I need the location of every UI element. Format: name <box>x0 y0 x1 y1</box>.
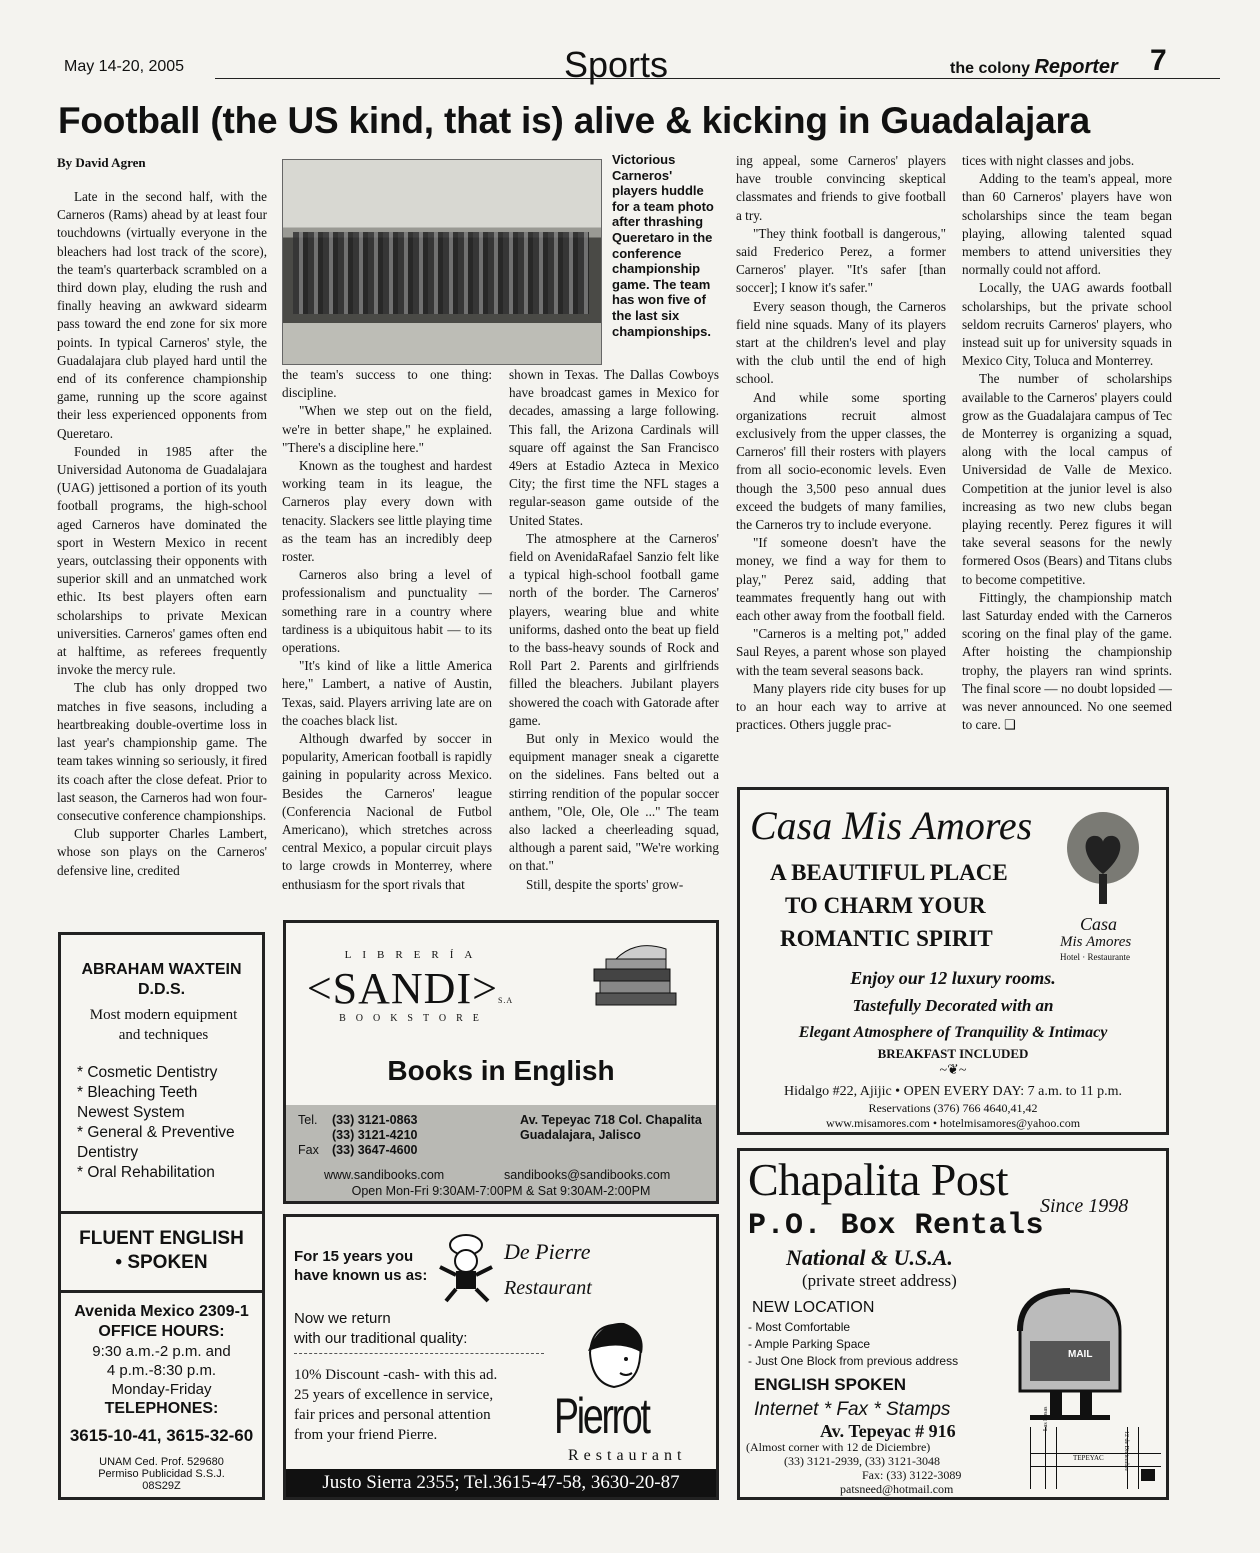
sandi-address-2: Guadalajara, Jalisco <box>520 1128 641 1142</box>
section-title: Sports <box>564 44 669 85</box>
sandi-bookstore: BOOKSTORE <box>339 1013 489 1024</box>
paragraph: Locally, the UAG awards football scholarships, but the private school seldom recruits Carneros' players, who instead suit up for university squads in Mexico City, Toluca and Monterrey. <box>962 280 1172 369</box>
casa-line-3: ROMANTIC SPIRIT <box>780 926 993 951</box>
paragraph: The number of scholarships available to the Carneros' players could grow as the Guadalajara campus of Tec de Monterrey is organizing a squad, along with the local campus of Universidad de Valle de Mexico. Competition at the junior level is also increasing as two new clubs began playing recently. Perez figures it will take several seasons for the newly formered Osos (Bears) and Titans clubs to become competitive. <box>962 371 1172 587</box>
players-group <box>293 232 589 314</box>
casa-script-3: Elegant Atmosphere of Tranquility & Intimacy <box>798 1024 1108 1041</box>
location-map <box>1030 1406 1161 1489</box>
pierrot-restaurant-ad <box>283 1214 719 1500</box>
chapalita-name: Chapalita Post <box>748 1154 1009 1205</box>
sandi-address-1: Av. Tepeyac 718 Col. Chapalita <box>520 1113 702 1127</box>
paragraph: Although dwarfed by soccer in popularity, American football is rapidly gaining in popularity across Mexico. Besides the Carneros' league (Conferencia Nacional de Futbol Americano), which stretches across central Mexico, a popular circuit plays to large crowds in Monterrey, where enthusiasm for the sport rivals that <box>282 731 492 892</box>
chapalita-since: Since 1998 <box>1040 1195 1129 1217</box>
paragraph: But only in Mexico would the equipment manager sneak a cigarette on the sidelines. Fans belted out a stirring rendition of the popular soccer anthem, "Ole, Ole, Ole ..." The team also lacked a cheerleading squad, although a parent said, "We're working on that." <box>509 731 719 874</box>
team-photo <box>282 159 602 365</box>
sandi-bookstore-ad <box>283 920 719 1204</box>
spoken-label: • SPOKEN <box>115 1252 208 1273</box>
article-headline: Football (the US kind, that is) alive & kicking in Guadalajara <box>58 100 1091 141</box>
bullet-item: - Most Comfortable <box>748 1320 851 1334</box>
chef-mascot-icon <box>436 1227 496 1303</box>
bullet-item: - Just One Block from previous address <box>748 1354 959 1368</box>
dentist-degree: D.D.S. <box>137 981 186 998</box>
dentist-address: Avenida Mexico 2309-1 <box>74 1303 249 1320</box>
bullet-item: - Ample Parking Space <box>748 1337 871 1351</box>
article-column-4 <box>736 152 946 777</box>
english-spoken: ENGLISH SPOKEN <box>754 1375 907 1394</box>
promo-line: fair prices and personal attention <box>294 1407 491 1423</box>
chapalita-services: Internet * Fax * Stamps <box>754 1399 951 1420</box>
pierrot-logo: Pierrot <box>554 1388 649 1444</box>
map-street-1: Las Rosas <box>1043 1406 1049 1431</box>
article-column-5 <box>962 152 1172 777</box>
paragraph: Still, despite the sports' grow- <box>526 876 684 892</box>
office-days: Monday-Friday <box>111 1381 212 1398</box>
de-pierre-restaurant: Restaurant <box>504 1277 592 1299</box>
dentist-ad <box>58 932 265 1500</box>
paragraph: Adding to the team's appeal, more than 60 Carneros' players have won scholarships since the team began playing, allowing talented squad members to attend universities they normally could not afford. <box>962 171 1172 278</box>
chapalita-email[interactable]: patsneed@hotmail.com <box>840 1482 954 1496</box>
map-street-2: TEPEYAC <box>1073 1454 1104 1462</box>
chapalita-address: Av. Tepeyac # 916 <box>820 1421 956 1441</box>
chapalita-fax: Fax: (33) 3122-3089 <box>862 1468 962 1482</box>
tel-label: Tel. <box>298 1113 318 1127</box>
sandi-fax: (33) 3647-4600 <box>332 1143 418 1157</box>
promo-line: 25 years of excellence in service, <box>294 1387 494 1403</box>
location-bullets <box>748 1319 958 1370</box>
article-column-1 <box>57 188 267 921</box>
pierrot-restaurant-label: Restaurant <box>568 1447 687 1464</box>
page-number: 7 <box>1150 44 1167 77</box>
paragraph: tices with night classes and jobs. <box>962 153 1135 168</box>
paragraph: the team's success to one thing: discipline. <box>282 367 492 401</box>
issue-date: May 14-20, 2005 <box>64 58 185 75</box>
casa-script-1: Enjoy our 12 luxury rooms. <box>850 968 1056 988</box>
paragraph: Fittingly, the championship match last Saturday ended with the Carneros scoring on the final play of the game. After hoisting the championship trophy, the players ran wind sprints. The final score — no doubt lopsided — was never announced. No one seemed to care. ❑ <box>962 589 1172 733</box>
pierrot-face-icon <box>580 1317 650 1397</box>
telephones-label: TELEPHONES: <box>104 1400 219 1417</box>
casa-line-2: TO CHARM YOUR <box>785 893 986 918</box>
tree-heart-logo-icon <box>1058 808 1148 908</box>
sandi-libreria: LIBRERÍA <box>344 949 484 961</box>
dentist-name: ABRAHAM WAXTEIN <box>81 961 242 978</box>
casa-breakfast: BREAKFAST INCLUDED <box>877 1046 1029 1061</box>
casa-line-1: A BEAUTIFUL PLACE <box>770 860 1008 885</box>
service-item: * Oral Rehabilitation <box>77 1164 215 1181</box>
paragraph: "If someone doesn't have the money, we find a way for them to play," Perez said, adding that teammates frequently hang out with each other away from the football field. <box>736 535 946 624</box>
chapalita-corner: (Almost corner with 12 de Diciembre) <box>746 1440 931 1454</box>
paragraph: "When we step out on the field, we're in better shape," he explained. "There's a discipline here." <box>282 403 492 455</box>
casa-logo-2: Mis Amores <box>1060 934 1132 950</box>
private-address: (private street address) <box>802 1271 957 1290</box>
national-usa: National & U.S.A. <box>786 1245 953 1270</box>
paragraph: "It's kind of like a little America here," Lambert, a native of Austin, Texas, said. Players arriving late are on the coaches black list. <box>282 658 492 728</box>
pierrot-intro <box>294 1247 427 1285</box>
return-line: Now we return <box>294 1310 391 1327</box>
mailbox-icon <box>1000 1271 1140 1421</box>
dentist-services <box>77 1063 252 1183</box>
paragraph: ing appeal, some Carneros' players have trouble convincing skeptical classmates and friends to give football a try. <box>736 153 946 223</box>
dentist-phones: 3615-10-41, 3615-32-60 <box>69 1426 254 1445</box>
photo-caption: Victorious Carneros' players huddle for a team photo after thrashing Queretaro in the conference championship game. The team has won five of the last six championships. <box>612 152 714 339</box>
sandi-email[interactable]: sandibooks@sandibooks.com <box>504 1168 671 1182</box>
dentist-tagline: Most modern equipment and techniques <box>89 1007 238 1043</box>
pierrot-promo <box>294 1365 497 1445</box>
article-column-2 <box>282 366 492 921</box>
byline: By David Agren <box>57 155 146 170</box>
map-location-marker <box>1141 1469 1155 1481</box>
sandi-name: SANDI <box>332 964 473 1013</box>
sandi-contact-box <box>286 1105 716 1201</box>
casa-script-2: Tastefully Decorated with an <box>852 996 1054 1015</box>
article-column-3 <box>509 366 719 921</box>
casa-name: Casa Mis Amores <box>750 803 1033 848</box>
office-hours-label: OFFICE HOURS: <box>98 1323 225 1340</box>
casa-web[interactable]: www.misamores.com • hotelmisamores@yahoo.com <box>825 1116 1081 1130</box>
service-item: * Cosmetic Dentistry <box>77 1064 218 1081</box>
fax-label: Fax <box>298 1143 319 1157</box>
return-line: with our traditional quality: <box>294 1330 468 1347</box>
new-location: NEW LOCATION <box>752 1299 875 1316</box>
sandi-hours: Open Mon-Fri 9:30AM-7:00PM & Sat 9:30AM-2:00PM <box>351 1184 651 1198</box>
service-item: * Bleaching Teeth Newest System <box>77 1084 198 1121</box>
chapalita-post-ad <box>737 1148 1169 1500</box>
sandi-phone-1: (33) 3121-0863 <box>332 1113 418 1127</box>
casa-address: Hidalgo #22, Ajijic • OPEN EVERY DAY: 7 a.m. to 11 p.m. <box>783 1084 1123 1099</box>
map-street-3: 12 de Diciembre <box>1123 1431 1129 1471</box>
pierrot-return <box>294 1309 467 1349</box>
paragraph: Club supporter Charles Lambert, whose son plays on the Carneros' defensive line, credited <box>57 826 267 878</box>
sandi-sa: S.A <box>497 996 514 1005</box>
promo-line: from your friend Pierre. <box>294 1427 438 1443</box>
paragraph: "Carneros is a melting pot," added Saul Reyes, a parent whose son played with the team several seasons back. <box>736 626 946 678</box>
po-box-rentals: P.O. Box Rentals <box>748 1209 1045 1243</box>
service-item: * General & Preventive Dentistry <box>77 1124 235 1161</box>
de-pierre-name: De Pierre <box>504 1239 591 1264</box>
paragraph: The atmosphere at the Carneros' field on AvenidaRafael Sanzio felt like a typical high-school football game north of the border. The Carneros' players, wearing blue and white uniforms, dashed onto the beat up field to the bass-heavy sounds of Rock and Roll Part 2. Parents and girlfriends filled the bleachers. Jubilant players showered the coach with Gatorade after game. <box>509 530 719 728</box>
sandi-logo: <SANDI>S.A <box>306 964 514 1013</box>
promo-line: 10% Discount -cash- with this ad. <box>294 1367 498 1383</box>
paragraph: "They think football is dangerous," said Frederico Perez, a former Carneros' player. "It's safer [than soccer]; I know it's safer." <box>736 225 946 296</box>
paragraph: Late in the second half, with the Carneros (Rams) ahead by at least four touchdowns (virtually everyone in the bleachers had lost track of the score), the team's quarterback scrambled on a third down play, eluding the rush and finally heaving an awkward sidearm pass toward the end zone for six more points. In typical Carneros' style, the Guadalajara club played hard until the end of its conference championship game, running up the score against their less experienced opponents from Queretaro. <box>57 189 267 441</box>
intro-line: have known us as: <box>294 1267 428 1284</box>
sandi-phone-2: (33) 3121-4210 <box>332 1128 418 1142</box>
masthead-small: the colony <box>950 60 1031 77</box>
chapalita-phones: (33) 3121-2939, (33) 3121-3048 <box>784 1454 940 1468</box>
paragraph: shown in Texas. The Dallas Cowboys have broadcast games in Mexico for decades, amassing a large following. This fall, the Arizona Cardinals will square off against the San Francisco 49ers at Estadio Azteca in Mexico City; the first time the NFL stages a regular-season game outside of the United States. <box>509 367 719 528</box>
paragraph: And while some sporting organizations recruit almost exclusively from the upper classes, the Carneros' fill their rosters with players from all socio-economic levels. Even though the 3,500 peso annual dues exceed the budgets of many families, the Carneros try to include everyone. <box>736 389 946 533</box>
paragraph: Carneros also bring a level of professionalism and punctuality — something rare in a country where tardiness is a ubiquitous habit — to its operations. <box>282 567 492 656</box>
paragraph: Founded in 1985 after the Universidad Autonoma de Guadalajara (UAG) jettisoned a portion of its youth football programs, the high-school aged Carneros have dominated the sport in Western Mexico in recent years, outclassing their opponents with superior skill and an unmatched work ethic. Its best players often earn scholarships to private Mexican universities. Carneros' games often end at halftime, as referees frequently invoke the mercy rule. <box>57 443 267 678</box>
masthead-name: Reporter <box>1034 56 1118 78</box>
sandi-website[interactable]: www.sandibooks.com <box>324 1168 445 1182</box>
office-hours-2: 4 p.m.-8:30 p.m. <box>106 1362 217 1379</box>
newspaper-masthead <box>950 56 1118 79</box>
office-hours-1: 9:30 a.m.-2 p.m. and <box>92 1343 231 1360</box>
casa-mis-amores-ad <box>737 787 1169 1135</box>
pierrot-address-bar: Justo Sierra 2355; Tel.3615-47-58, 3630-20-87 <box>286 1469 716 1497</box>
casa-reservations: Reservations (376) 766 4640,41,42 <box>868 1101 1038 1115</box>
casa-logo-3: Hotel · Restaurante <box>1060 952 1130 962</box>
license-1: UNAM Ced. Prof. 529680 <box>99 1456 224 1468</box>
license-3: 08S29Z <box>142 1480 181 1492</box>
paragraph: Every season though, the Carneros field nine squads. Many of its players start at the children's level and play with the club until the end of high school. <box>736 298 946 387</box>
fluent-english: FLUENT ENGLISH <box>79 1228 244 1249</box>
casa-logo-1: Casa <box>1080 914 1118 934</box>
intro-line: For 15 years you <box>294 1248 414 1265</box>
books-in-english: Books in English <box>387 1055 615 1086</box>
ornament-icon: ~❦~ <box>939 1063 967 1078</box>
paragraph: Known as the toughest and hardest working team in its league, the Carneros play every down with tenacity. Slackers see little playing time as the team has an incredibly deep roster. <box>282 458 492 565</box>
mailbox-label: MAIL <box>1068 1349 1093 1360</box>
book-stack-icon <box>586 935 686 1015</box>
paragraph: Many players ride city buses for up to an hour each way to arrive at practices. Others juggle prac- <box>736 680 946 733</box>
license-2: Permiso Publicidad S.S.J. <box>98 1468 225 1480</box>
paragraph: The club has only dropped two matches in five seasons, including a heartbreaking double-overtime loss in last year's championship game. The team takes winning so seriously, it fired its coach after the close defeat. Prior to last season, the Carneros had won four-consecutive conference championships. <box>57 680 267 823</box>
